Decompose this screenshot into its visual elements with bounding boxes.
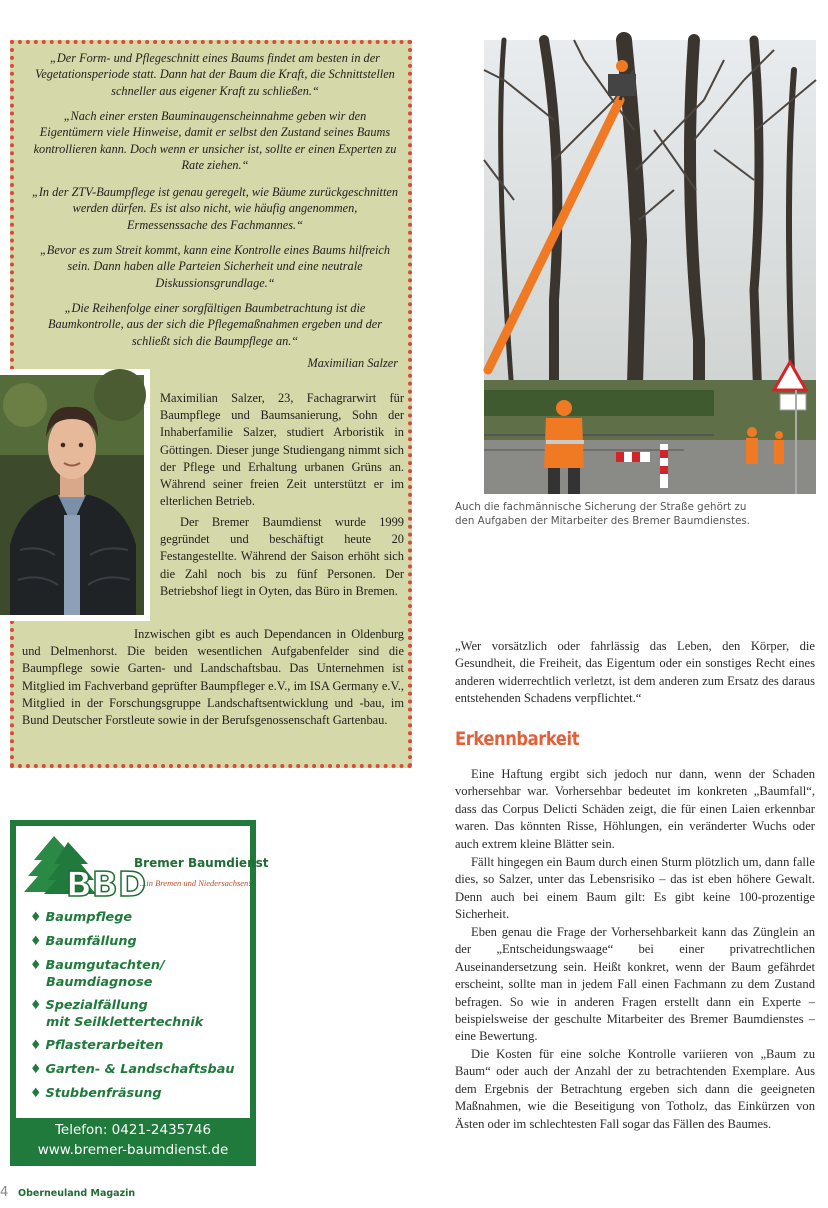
quote-author: Maximilian Salzer [307, 356, 398, 370]
page-number: 4 [0, 1185, 9, 1200]
ad-brand-name: Bremer Baumdienst [134, 856, 269, 870]
photo-caption: Auch die fachmännische Sicherung der Straße gehört zu den Aufgaben der Mitarbeiter des Bremer Baumdienstes. [455, 501, 751, 528]
ad-website-link[interactable]: www.bremer-baumdienst.de [37, 1142, 229, 1158]
paragraph-2: Fällt hingegen ein Baum durch einen Sturm plötzlich um, dann falle dies, so Salzer, unter das Lebensrisiko – das ist eben höhere Gewalt. Denn auch bei einem Baum gilt: Es gibt keine 100-prozentige Sicherheit. [455, 855, 815, 922]
section-heading: Erkennbarkeit [455, 728, 580, 750]
street-work-photo [484, 40, 816, 494]
paragraph-3: Eben genau die Frage der Vorhersehbarkeit kann das Zünglein an der „Entscheidungswaage“ bei einer privatrechtlichen Auseinandersetzung sein. Heißt konkret, wenn der Baum gefährdet erscheint, sollte man in jedem Fall einen Fachmann zu dem Zustand befragen. So wie in anderen Fragen erstellt dann ein Experte – beispielsweise der geschulte Mitarbeiter des Bremer Baumdienstes – eine Bewertung. [455, 925, 815, 1044]
paragraph-1: Eine Haftung ergibt sich jedoch nur dann, wenn der Schaden vorhersehbar war. Vorhersehbar bedeutet im konkreten „Baumfall“, dass das Corpus Delicti Schäden zeigt, die für einen Laien erkennbar waren. Das könnten Risse, Höhlungen, ein veränderter Wuchs oder auch extrem kleine Blätter sein. [455, 767, 815, 851]
ad-service-item: ♦ Baumfällung [30, 934, 137, 949]
law-quote: „Wer vorsätzlich oder fahrlässig das Leben, den Körper, die Gesundheit, die Freiheit, das Eigentum oder ein sonstiges Recht eines anderen widerrechtlich verletzt, ist dem anderen zum Ersatz des daraus entstehenden Schadens verpflichtet.“ [455, 639, 815, 706]
quote-2: „Nach einer ersten Bauminaugenscheinnahme geben wir den Eigentümern viele Hinweise, damit er selbst den Zustand seines Baums kontrollieren kann. Doch wenn er unsicher ist, sollte er einen Experten zu Rate ziehen.“ [33, 109, 397, 172]
magazine-name: Oberneuland Magazin [18, 1188, 136, 1199]
quote-5: „Die Reihenfolge einer sorgfältigen Baumbetrachtung ist die Baumkontrolle, aus der sich die Pflegemaßnahmen ergeben und der schließt sich die Baumpflege an.“ [47, 301, 383, 348]
ad-service-item: ♦ Spezialfällung mit Seilklettertechnik [30, 998, 204, 1030]
ad-tagline: ...in Bremen und Niedersachsen! [140, 878, 252, 888]
quote-1: „Der Form- und Pflegeschnitt eines Baums findet am besten in der Vegetationsperiode statt. Dann hat der Baum die Kraft, die Schnittstellen schneller aus eigener Kraft zu schließen.“ [35, 51, 395, 98]
ad-service-item: ♦ Pflasterarbeiten [30, 1038, 164, 1053]
ad-phone: Telefon: 0421-2435746 [54, 1122, 212, 1138]
diamond-bullet-icon: ♦ [30, 1038, 42, 1053]
diamond-bullet-icon: ♦ [30, 1086, 42, 1101]
diamond-bullet-icon: ♦ [30, 1062, 42, 1077]
quote-4: „Bevor es zum Streit kommt, kann eine Kontrolle eines Baums hilfreich sein. Dann haben alle Parteien Sicherheit und eine neutrale Diskussionsgrundlage.“ [39, 243, 391, 290]
ad-service-item: ♦ Baumgutachten/ Baumdiagnose [30, 958, 165, 990]
portrait-photo [0, 369, 150, 621]
ad-service-item: ♦ Stubbenfräsung [30, 1086, 162, 1101]
tree-logo-icon [24, 834, 147, 905]
bio-paragraph-3: Inzwischen gibt es auch Dependancen in Oldenburg und Delmenhorst. Die beiden wesentlichen Aufgabenfelder sind die Baumpflege sowie Garten- und Landschaftsbau. Das Unternehmen ist Mitglied im Fachverband geprüfter Baumpfleger e.V., im ISA Germany e.V., Mitglied in der Forschungsgruppe Landschaftsentwicklung und -bau, im Bund Deutscher Forstleute sowie in der Berufsgenossenschaft Gartenbau. [22, 627, 404, 728]
diamond-bullet-icon: ♦ [30, 910, 42, 925]
paragraph-4: Die Kosten für eine solche Kontrolle variieren von „Baum zu Baum“ oder auch der Anzahl der zu betrachtenden Exemplare. Aus dem Ergebnis der Betrachtung ergeben sich dann die geeigneten Maßnahmen, wie die Beseitigung von Totholz, das Einkürzen von Ästen oder im schlechtesten Fall sogar das Fällen des Baumes. [455, 1047, 815, 1131]
diamond-bullet-icon: ♦ [30, 934, 42, 949]
quote-3: „In der ZTV-Baumpflege ist genau geregelt, wie Bäume zurückgeschnitten werden dürfen. Es ist also nicht, wie häufig angenommen, Ermessenssache des Fachmannes.“ [32, 185, 398, 232]
ad-service-item: ♦ Garten- & Landschaftsbau [30, 1062, 235, 1077]
portrait-image [0, 375, 144, 615]
bio-paragraph-2: Der Bremer Baumdienst wurde 1999 gegründet und beschäftigt heute 20 Festangestellte. Während der Saison erhöht sich die Zahl noch bis zu fünf Personen. Der Betriebshof liegt in Oyten, das Büro in Bremen. [160, 515, 404, 598]
diamond-bullet-icon: ♦ [30, 998, 42, 1013]
bbd-advertisement [10, 820, 269, 1166]
tree-work-image [484, 40, 816, 494]
ad-panel [16, 826, 269, 1118]
ad-logo-text: BBD [66, 865, 147, 905]
bio-paragraph-1: Maximilian Salzer, 23, Fachagrarwirt für Baumpflege und Baumsanierung, Sohn der Inhaberfamilie Salzer, studiert Arboristik in Göttingen. Dieser junge Studiengang nimmt sich der Pflege und Erhaltung urbanen Grüns an. Während seiner freien Zeit unterstützt er im elterlichen Betrieb. [160, 391, 404, 509]
ad-service-item: ♦ Baumpflege [30, 910, 133, 925]
diamond-bullet-icon: ♦ [30, 958, 42, 973]
